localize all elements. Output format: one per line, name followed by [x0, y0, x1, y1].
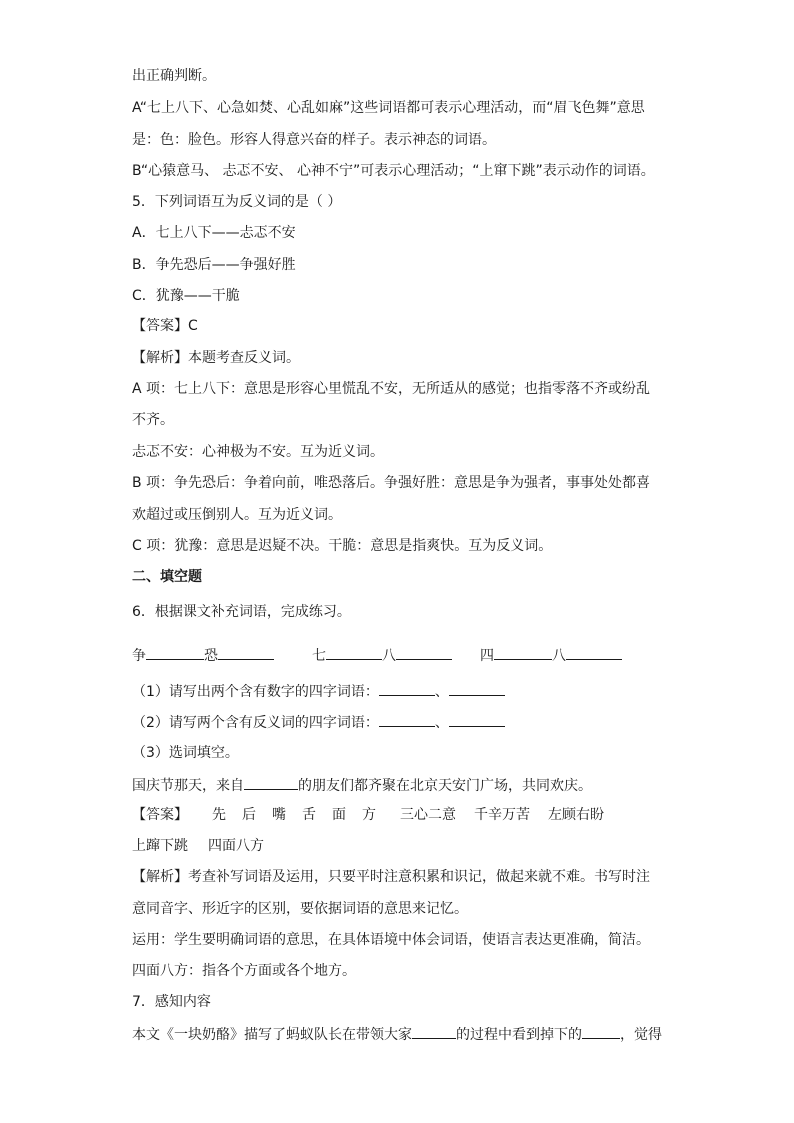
answer-line: 【答案】C	[132, 318, 198, 334]
text-line: 欢超过或压倒别人。互为近义词。	[132, 507, 342, 523]
subquestion-text: （1）请写出两个含有数字的四字词语：	[132, 684, 379, 700]
sentence-fill	[132, 1024, 662, 1044]
text-line: A 项：七上八下：意思是形容心里慌乱不安，无所适从的感觉；也指零落不齐或纷乱	[132, 381, 651, 397]
answer-item: 嘴	[272, 807, 286, 823]
text-line: 意同音字、形近字的区别，要依据词语的意思来记忆。	[132, 901, 468, 917]
text-line: 忐忑不安：心神极为不安。互为近义词。	[132, 444, 384, 460]
blank-line[interactable]	[449, 681, 505, 696]
answer-item: 千辛万苦	[474, 807, 530, 823]
text-line: B“心猿意马、 忐忑不安、 心神不宁”可表示心理活动；“上窜下跳”表示动作的词语。	[132, 163, 655, 179]
blank-line[interactable]	[582, 1024, 620, 1039]
subquestion-2	[132, 712, 505, 732]
answer-row-2	[132, 836, 264, 856]
fill-blank-row	[132, 645, 622, 665]
blank-line[interactable]	[326, 645, 382, 660]
analysis-line: 【解析】考查补写词语及运用，只要平时注意积累和识记，做起来就不难。书写时注	[132, 869, 650, 885]
answer-item: 方	[362, 807, 376, 823]
answer-row-1	[132, 805, 604, 825]
blank-line[interactable]	[146, 645, 204, 660]
option-b: B．争先恐后——争强好胜	[132, 257, 296, 273]
text-line: 不齐。	[132, 412, 174, 428]
sentence-part: ，觉得	[620, 1027, 662, 1043]
blank-line[interactable]	[449, 712, 505, 727]
option-a: A．七上八下——忐忑不安	[132, 225, 296, 241]
blank-line[interactable]	[566, 645, 622, 660]
answer-item: 上蹿下跳	[132, 838, 188, 854]
blank-line[interactable]	[218, 645, 274, 660]
blank-line[interactable]	[494, 645, 552, 660]
text-line: 是：色：脸色。形容人得意兴奋的样子。表示神态的词语。	[132, 132, 496, 148]
fill-char: 八	[382, 648, 396, 664]
sentence-fill	[132, 775, 592, 795]
answer-item: 舌	[302, 807, 316, 823]
blank-line[interactable]	[379, 712, 435, 727]
fill-char: 八	[552, 648, 566, 664]
answer-item: 后	[242, 807, 256, 823]
analysis-line: 【解析】本题考查反义词。	[132, 350, 300, 366]
blank-line[interactable]	[379, 681, 435, 696]
separator: 、	[434, 684, 449, 700]
text-line: 出正确判断。	[132, 68, 216, 84]
blank-line[interactable]	[396, 645, 452, 660]
sentence-part: 本文《一块奶酪》描写了蚂蚁队长在带领大家	[132, 1027, 412, 1043]
answer-item: 左顾右盼	[548, 807, 604, 823]
subquestion-1	[132, 681, 505, 701]
subquestion-3: （3）选词填空。	[132, 745, 239, 761]
sentence-part: 的过程中看到掉下的	[456, 1027, 582, 1043]
question-7: 7．感知内容	[132, 994, 211, 1010]
question-5: 5．下列词语互为反义词的是（ ）	[132, 194, 342, 210]
separator: 、	[434, 715, 449, 731]
sentence-part: 的朋友们都齐聚在北京天安门广场，共同欢庆。	[298, 778, 592, 794]
fill-char: 恐	[204, 648, 218, 664]
subquestion-text: （2）请写两个含有反义词的四字词语：	[132, 715, 379, 731]
text-line: C 项：犹豫：意思是迟疑不决。干脆：意思是指爽快。互为反义词。	[132, 538, 553, 554]
sentence-part: 国庆节那天，来自	[132, 778, 244, 794]
answer-label: 【答案】	[132, 807, 188, 823]
section-heading: 二、填空题	[132, 569, 202, 585]
text-line: 四面八方：指各个方面或各个地方。	[132, 963, 356, 979]
answer-item: 先	[212, 807, 226, 823]
answer-item: 三心二意	[400, 807, 456, 823]
question-6: 6．根据课文补充词语，完成练习。	[132, 604, 351, 620]
fill-char: 争	[132, 648, 146, 664]
text-line: A“七上八下、心急如焚、心乱如麻”这些词语都可表示心理活动，而“眉飞色舞”意思	[132, 100, 645, 116]
blank-line[interactable]	[244, 775, 298, 790]
text-line: B 项：争先恐后：争着向前，唯恐落后。争强好胜：意思是争为强者，事事处处都喜	[132, 475, 651, 491]
answer-item: 面	[332, 807, 346, 823]
answer-item: 四面八方	[208, 838, 264, 854]
text-line: 运用：学生要明确词语的意思，在具体语境中体会词语，使语言表达更准确，简洁。	[132, 932, 650, 948]
fill-char: 四	[480, 648, 494, 664]
fill-char: 七	[312, 648, 326, 664]
blank-line[interactable]	[412, 1024, 456, 1039]
option-c: C．犹豫——干脆	[132, 288, 240, 304]
